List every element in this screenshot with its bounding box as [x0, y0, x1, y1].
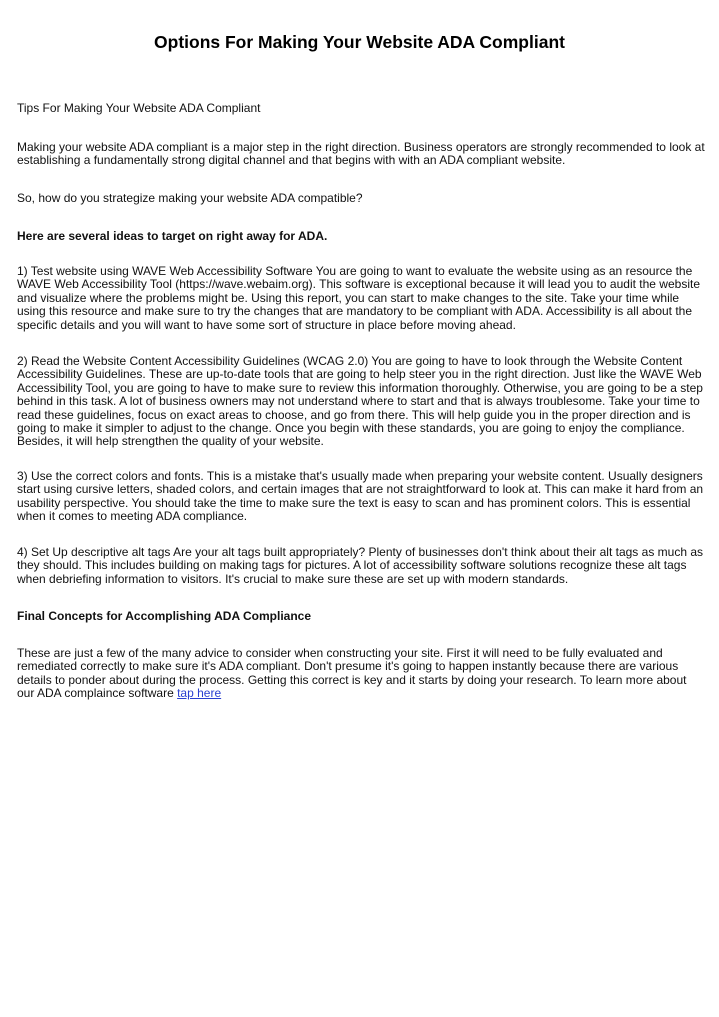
final-text: These are just a few of the many advice to consider when constructing your site. First it will need to be fully evaluated and remediated correctly to make sure it's ADA compliant. Don't presume it's going to happen instantly because there are various details to ponder about during the process. Getting this correct is key and it starts by doing your research. To learn more about our ADA complaince software: [17, 646, 687, 701]
intro-paragraph: Making your website ADA compliant is a major step in the right direction. Business operators are strongly recommended to look at establishing a fundamentally strong digital channel and that begins with with an ADA compliant website.: [17, 140, 705, 168]
tip-paragraph-2: 2) Read the Website Content Accessibility Guidelines (WCAG 2.0) You are going to have to look through the Website Content Accessibility Guidelines. These are up-to-date tools that are going to help steer you in the right direction. Just like the WAVE Web Accessibility Tool, you are going to have to make sure to review this information thoroughly. Otherwise, you are going to be a step behind in this task. A lot of business owners may not understand where to start and that is always troublesome. Take your time to read these guidelines, focus on exact areas to choose, and go from there. This will help guide you in the proper direction and is going to make it simpler to adjust to the change. Once you begin with these standards, you are going to enjoy the compliance. Besides, it will help strengthen the quality of your website.: [17, 354, 703, 449]
page-title: Options For Making Your Website ADA Compliant: [154, 32, 565, 52]
tap-here-link[interactable]: tap here: [177, 686, 222, 701]
ideas-heading: Here are several ideas to target on right away for ADA.: [17, 229, 328, 243]
tip-paragraph-1: 1) Test website using WAVE Web Accessibility Software You are going to want to evaluate the website using as an resource the WAVE Web Accessibility Tool (https://wave.webaim.org). This software is exceptional because it will lead you to audit the website and visualize where the problems might be. Using this report, you can start to make changes to the site. Take your time while using this resource and make sure to try the changes that are mandatory to be compliant with ADA. Accessibility is all about the specific details and you will want to have some sort of structure in place before moving ahead.: [17, 264, 700, 332]
tip-paragraph-3: 3) Use the correct colors and fonts. This is a mistake that's usually made when preparing your website content. Usually designers start using cursive letters, shaded colors, and certain images that are not straightforward to look at. This can make it hard from an usability perspective. You should take the time to make sure the text is easy to scan and has prominent colors. This is essential when it comes to meeting ADA compliance.: [17, 469, 704, 524]
question-paragraph: So, how do you strategize making your website ADA compatible?: [17, 191, 363, 205]
subtitle: Tips For Making Your Website ADA Compliant: [17, 101, 261, 115]
final-heading: Final Concepts for Accomplishing ADA Compliance: [17, 609, 312, 623]
final-paragraph: [17, 647, 707, 701]
tip-paragraph-4: 4) Set Up descriptive alt tags Are your alt tags built appropriately? Plenty of businesses don't think about their alt tags as much as they should. This includes building on making tags for pictures. A lot of accessibility software solutions recognize these alt tags when debriefing information to visitors. It's crucial to make sure these are set up with modern standards.: [17, 545, 703, 586]
